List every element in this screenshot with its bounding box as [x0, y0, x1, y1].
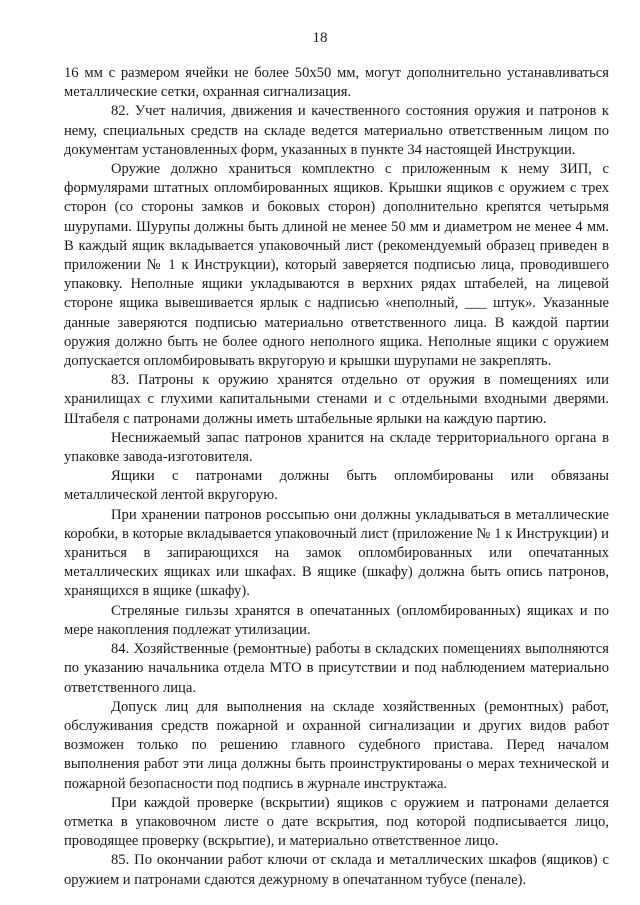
paragraph-83: 83. Патроны к оружию хранятся отдельно от оружия в помещениях или хранилищах с глухими капитальными стенами и с отдельными входными дверями. Штабеля с патронами должны иметь штабельные ярлыки на каждую партию. — [64, 372, 609, 427]
paragraph-continuation: 16 мм с размером ячейки не более 50х50 мм, могут дополнительно устанавливаться металлические сетки, охранная сигнализация. — [64, 65, 609, 101]
paragraph-reserve-ammo: Неснижаемый запас патронов хранится на складе территориального органа в упаковке завода-изготовителя. — [64, 429, 609, 466]
paragraph-spent-casings: Стреляные гильзы хранятся в опечатанных (опломбированных) ящиках и по мере накопления подлежат утилизации. — [64, 602, 609, 638]
paragraph-84: 84. Хозяйственные (ремонтные) работы в складских помещениях выполняются по указанию начальника отдела МТО в присутствии и под наблюдением материально ответственного лица. — [64, 641, 609, 696]
paragraph-loose-ammo: При хранении патронов россыпью они должны укладываться в металлические коробки, в которые вкладывается упаковочный лист (приложение № 1 к Инструкции) и храниться в запирающихся на замок опломбированных или опечатанных металлических ящиках или шкафах. В ящике (шкафу) должна быть опись патронов, хранящихся в ящике (шкафу). — [64, 506, 609, 600]
document-body — [64, 64, 609, 890]
paragraph-82: 82. Учет наличия, движения и качественного состояния оружия и патронов к нему, специальных средств на складе ведется материально ответственным лицом по документам установленных форм, указанных в пункте 34 настоящей Инструкции. — [64, 103, 609, 158]
paragraph-access: Допуск лиц для выполнения на складе хозяйственных (ремонтных) работ, обслуживания средств пожарной и охранной сигнализации и других видов работ возможен только по решению главного судебного пристава. Перед началом выполнения работ эти лица должны быть проинструктированы о мерах технической и пожарной безопасности под подпись в журнале инструктажа. — [64, 698, 609, 792]
paragraph-85: 85. По окончании работ ключи от склада и металлических шкафов (ящиков) с оружием и патронами сдаются дежурному в опечатанном тубусе (пенале). — [64, 852, 609, 888]
paragraph-inspection: При каждой проверке (вскрытии) ящиков с оружием и патронами делается отметка в упаковочном листе о дате вскрытия, под которой подписывается лицо, проводящее проверку (вскрытие), и материально ответственное лицо. — [64, 794, 609, 850]
page-number: 18 — [312, 30, 328, 46]
paragraph-ammo-boxes: Ящики с патронами должны быть опломбированы или обвязаны металлической лентой вкругорую. — [64, 468, 609, 504]
paragraph-weapon-storage: Оружие должно храниться комплектно с приложенным к нему ЗИП, с формулярами штатных опломбированных ящиков. Крышки ящиков с оружием с трех сторон (со стороны замков и боковых сторон) дополнительно крепятся четырьмя шурупами. Шурупы должны быть длиной не менее 50 мм и диаметром не менее 4 мм. В каждый ящик вкладывается упаковочный лист (рекомендуемый образец приведен в приложении № 1 к Инструкции), который заверяется подписью лица, проводившего упаковку. Неполные ящики укладываются в верхних рядах штабелей, на лицевой стороне ящика вывешивается ярлык с надписью «неполный, ___ штук». Указанные данные заверяются подписью материально ответственного лица. В каждой партии оружия должно быть не более одного неполного ящика. Неполные ящики с оружием допускается опломбировывать вкругорую и крышки шурупами не закреплять. — [64, 161, 609, 370]
